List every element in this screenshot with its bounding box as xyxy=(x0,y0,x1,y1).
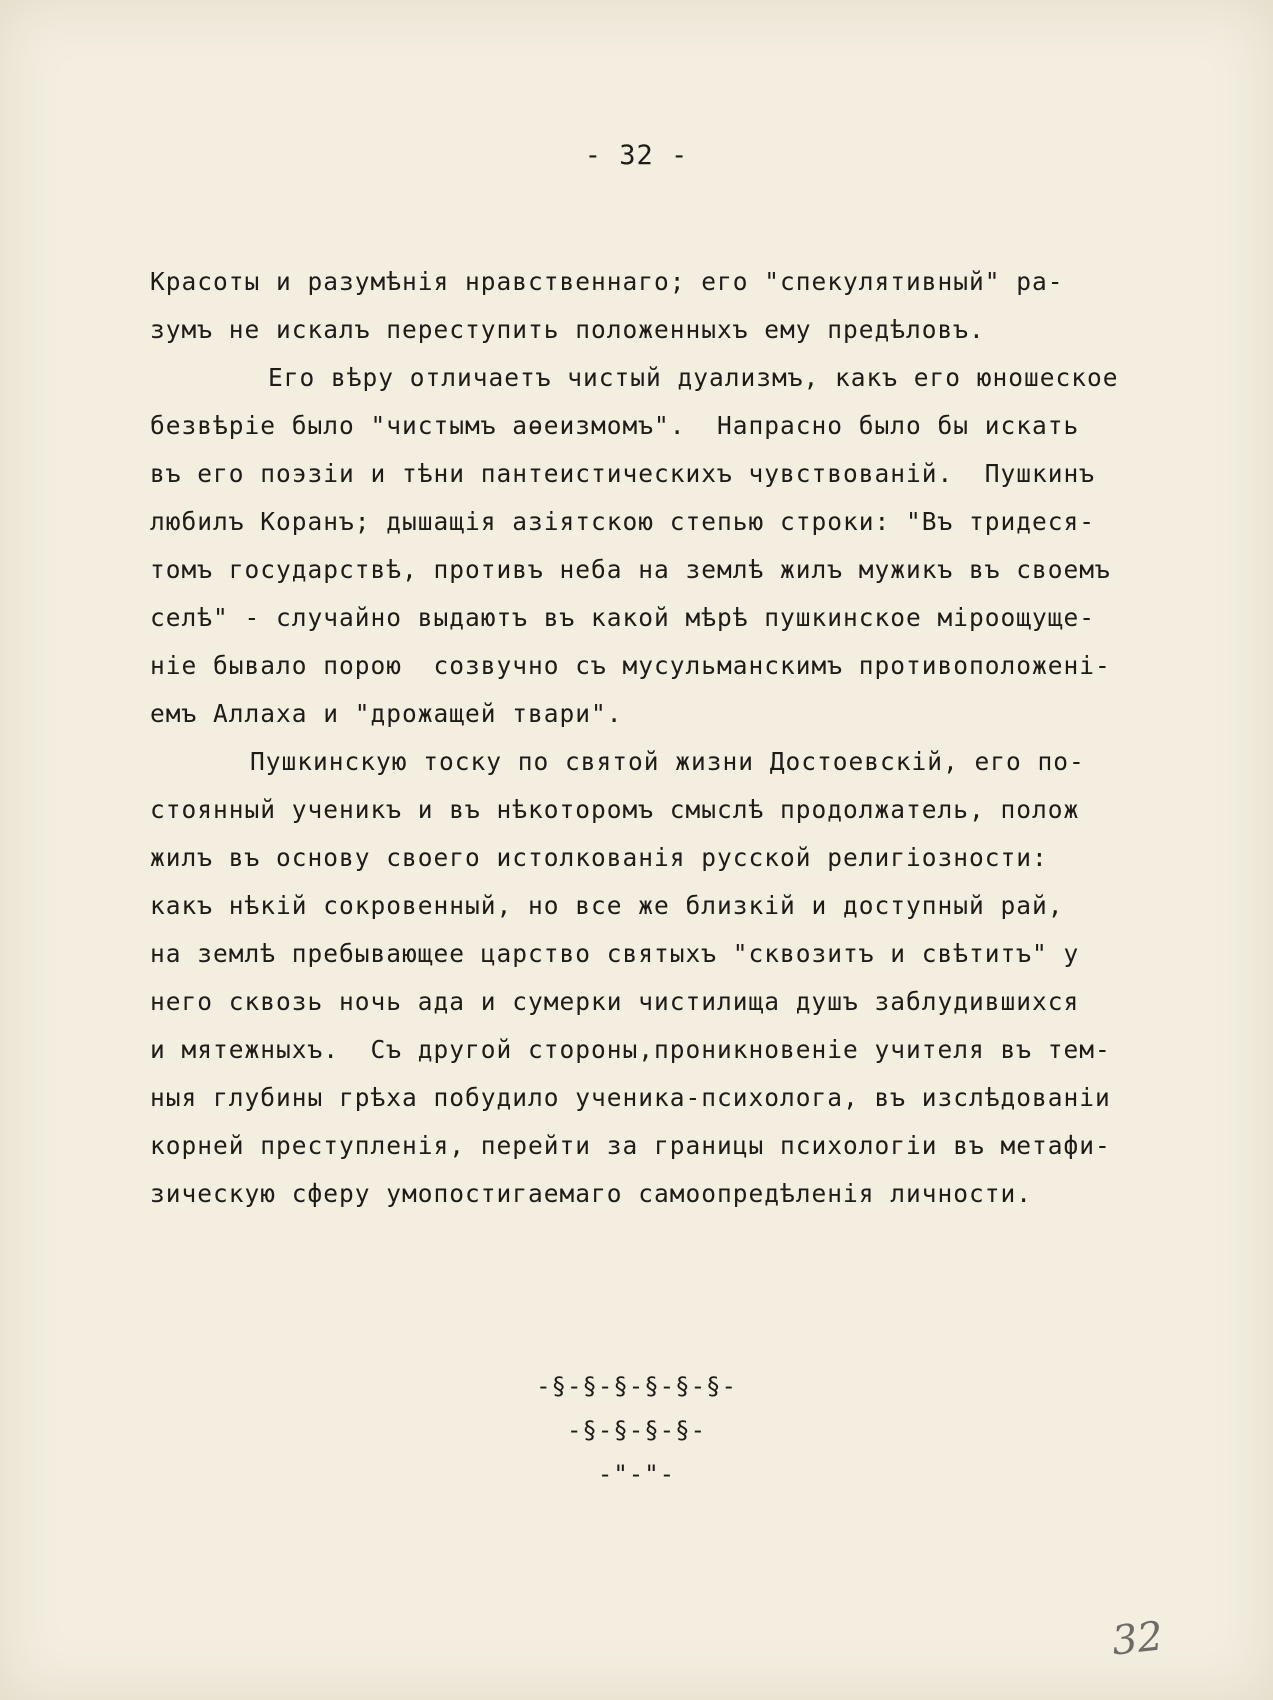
text-line: безвѣріе было "чистымъ аѳеизмомъ". Напрасно было бы искать xyxy=(150,411,1080,440)
text-line: зумъ не искалъ переступить положенныхъ ему предѣловъ. xyxy=(150,315,985,344)
text-line: селѣ" - случайно выдаютъ въ какой мѣрѣ пушкинское міроощуще- xyxy=(150,603,1096,632)
section-ornament-line-2: -§-§-§-§- xyxy=(566,1416,707,1444)
text-line: корней преступленія, перейти за границы психологіи въ метафи- xyxy=(150,1131,1111,1160)
text-line: на землѣ пребывающее царство святыхъ "сквозитъ и свѣтитъ" у xyxy=(150,939,1080,968)
text-line: томъ государствѣ, противъ неба на землѣ жилъ мужикъ въ своемъ xyxy=(150,555,1111,584)
text-line: въ его поэзіи и тѣни пантеистическихъ чувствованій. Пушкинъ xyxy=(150,459,1096,488)
text-line: и мятежныхъ. Съ другой стороны,проникновеніе учителя въ тем- xyxy=(150,1035,1111,1064)
text-line: зическую сферу умопостигаемаго самоопредѣленія личности. xyxy=(150,1179,1033,1208)
text-line: ніе бывало порою созвучно съ мусульманскимъ противоположені- xyxy=(150,651,1111,680)
text-line: Его вѣру отличаетъ чистый дуализмъ, какъ его юношеское xyxy=(268,363,1119,392)
text-line: емъ Аллаха и "дрожащей твари". xyxy=(150,699,623,728)
section-ornament-line-1: -§-§-§-§-§-§- xyxy=(536,1372,737,1400)
text-line: Пушкинскую тоску по святой жизни Достоевскій, его по- xyxy=(250,747,1085,776)
text-line: Красоты и разумѣнія нравственнаго; его "спекулятивный" ра- xyxy=(150,267,1064,296)
text-line: стоянный ученикъ и въ нѣкоторомъ смыслѣ продолжатель, полож xyxy=(150,795,1080,824)
text-line: него сквозь ночь ада и сумерки чистилища душъ заблудившихся xyxy=(150,987,1080,1016)
body-text xyxy=(150,258,1170,1218)
text-line: любилъ Коранъ; дышащія азіятскою степью строки: "Въ тридеся- xyxy=(150,507,1096,536)
text-line: какъ нѣкій сокровенный, но все же близкій и доступный рай, xyxy=(150,891,1064,920)
text-line: жилъ въ основу своего истолкованія русской религіозности: xyxy=(150,843,1048,872)
text-line: ныя глубины грѣха побудило ученика-психолога, въ изслѣдованіи xyxy=(150,1083,1111,1112)
handwritten-page-number: 32 xyxy=(1109,1613,1166,1665)
section-ornament-line-3: -"-"- xyxy=(597,1460,676,1488)
page-number: - 32 - xyxy=(584,140,689,171)
